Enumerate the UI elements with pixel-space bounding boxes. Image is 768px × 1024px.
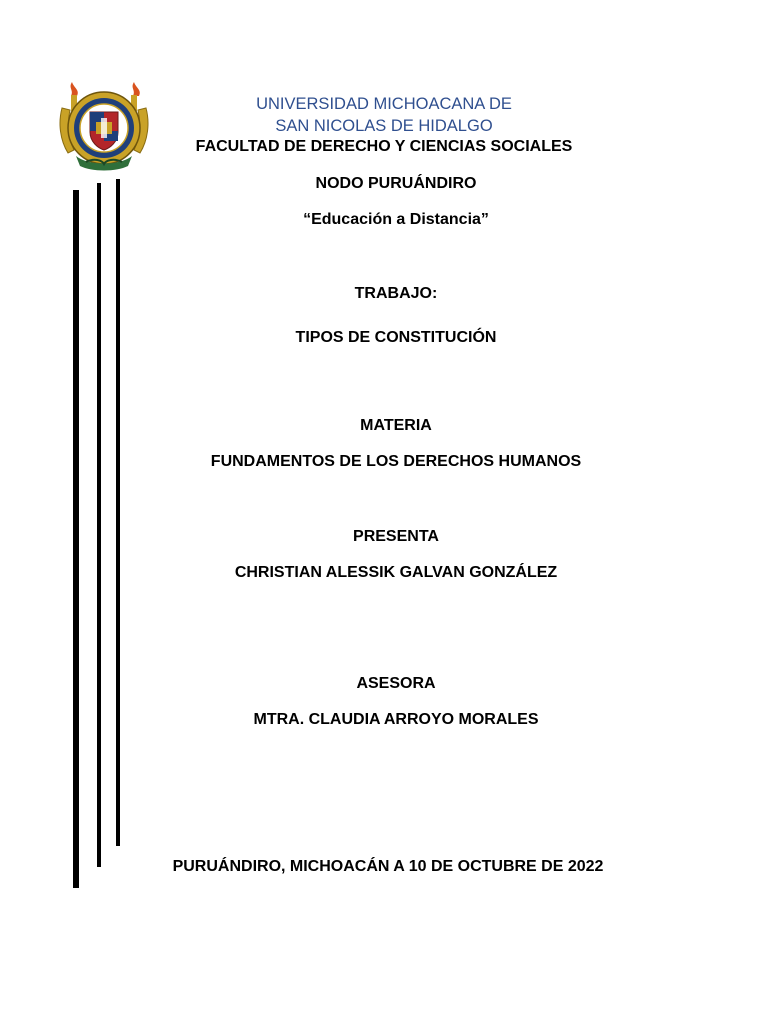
advisor-name: MTRA. CLAUDIA ARROYO MORALES — [253, 711, 539, 728]
university-name-block — [220, 93, 548, 137]
presenter-name: CHRISTIAN ALESSIK GALVAN GONZÁLEZ — [234, 564, 558, 581]
university-seal-logo — [58, 78, 150, 173]
work-label: TRABAJO: — [354, 285, 438, 302]
subject-value: FUNDAMENTOS DE LOS DERECHOS HUMANOS — [210, 453, 582, 470]
decorative-vertical-rule-thin — [116, 179, 120, 846]
university-name-line2: SAN NICOLAS DE HIDALGO — [275, 117, 493, 135]
work-title: TIPOS DE CONSTITUCIÓN — [295, 329, 497, 346]
university-name-line1: UNIVERSIDAD MICHOACANA DE — [256, 95, 512, 113]
node-name: NODO PURUÁNDIRO — [315, 175, 477, 192]
program-name: “Educación a Distancia” — [303, 211, 489, 228]
faculty-name: FACULTAD DE DERECHO Y CIENCIAS SOCIALES — [195, 138, 573, 155]
place-and-date: PURUÁNDIRO, MICHOACÁN A 10 DE OCTUBRE DE 2022 — [172, 858, 604, 875]
subject-label: MATERIA — [360, 417, 432, 434]
advisor-label: ASESORA — [356, 675, 436, 692]
presenter-label: PRESENTA — [353, 528, 439, 545]
